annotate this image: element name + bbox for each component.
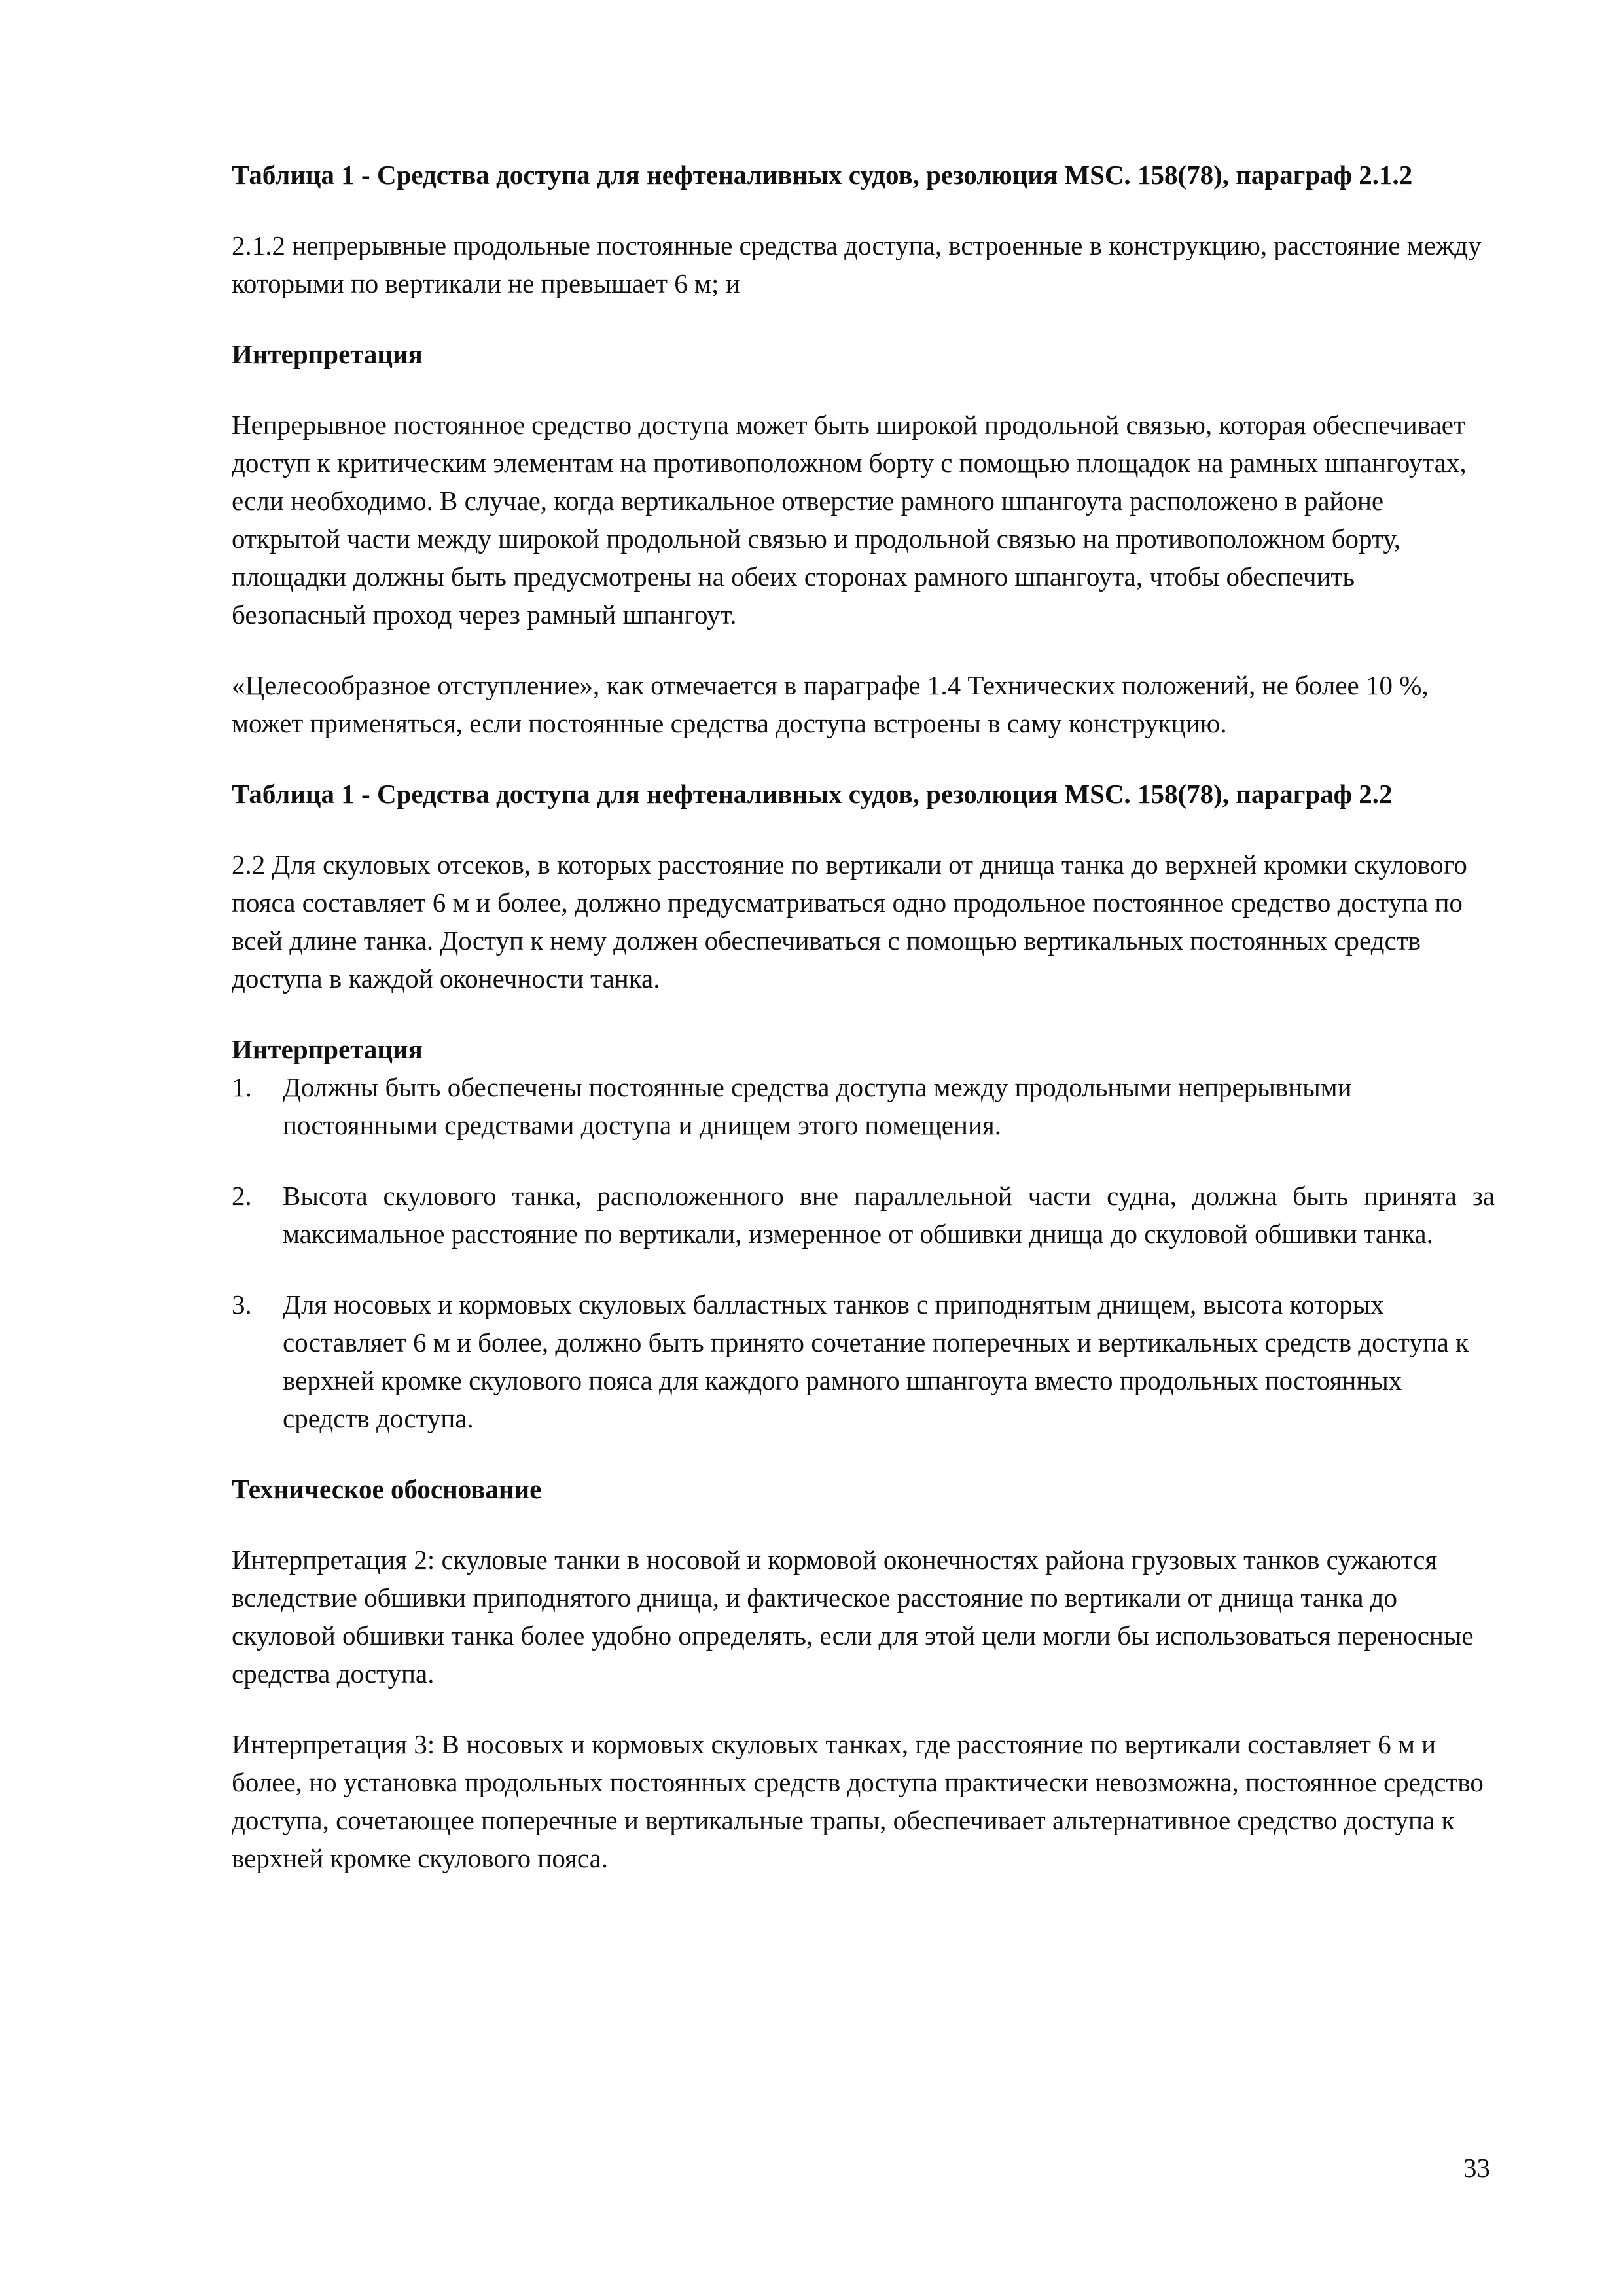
list-item-text: Высота скулового танка, расположенного вне параллельной части судна, должна быть принята за максимальное расстояние по вертикали, измеренное от обшивки днища до скуловой обшивки танка. (283, 1181, 1495, 1249)
section2-heading: Таблица 1 - Средства доступа для нефтеналивных судов, резолюция MSC. 158(78), параграф 2.2 (232, 779, 1393, 809)
list-item (232, 1285, 1495, 1437)
document-page (232, 156, 1495, 1877)
list-item-number: 3. (232, 1289, 252, 1319)
rationale-heading: Техническое обоснование (232, 1474, 542, 1504)
section1-rule-text: 2.1.2 непрерывные продольные постоянные средства доступа, встроенные в конструкцию, расстояние между которыми по вертикали не превышает 6 м; и (232, 230, 1482, 298)
list-item-text: Для носовых и кормовых скуловых балластных танков с приподнятым днищем, высота которых составляет 6 м и более, должно быть принято сочетание поперечных и вертикальных средств доступа к верхней кромке скулового пояса для каждого рамного шпангоута вместо продольных постоянных средств доступа. (283, 1289, 1469, 1433)
list-item-number: 1. (232, 1072, 252, 1102)
section1-interpretation-text: Непрерывное постоянное средство доступа может быть широкой продольной связью, которая обеспечивает доступ к критическим элементам на противоположном борту с помощью площадок на рамных шпангоутах, если необходимо. В случае, когда вертикальное отверстие рамного шпангоута расположено в районе открытой части между широкой продольной связью и продольной связью на противоположном борту, площадки должны быть предусмотрены на обеих сторонах рамного шпангоута, чтобы обеспечить безопасный проход через рамный шпангоут. (232, 410, 1467, 630)
interpretation-list (232, 1068, 1495, 1437)
list-item (232, 1177, 1495, 1253)
list-item (232, 1068, 1495, 1144)
section1-interpretation-heading: Интерпретация (232, 339, 423, 369)
section1-deviation-text: «Целесообразное отступление», как отмечается в параграфе 1.4 Технических положений, не более 10 %, может применяться, если постоянные средства доступа встроены в саму конструкцию. (232, 670, 1429, 738)
section1-heading: Таблица 1 - Средства доступа для нефтеналивных судов, резолюция MSC. 158(78), параграф 2.1.2 (232, 160, 1413, 190)
section2-interpretation-heading: Интерпретация (232, 1034, 423, 1064)
rationale-paragraph-1: Интерпретация 2: скуловые танки в носовой и кормовой оконечностях района грузовых танков сужаются вследствие обшивки приподнятого днища, и фактическое расстояние по вертикали от днища танка до скуловой обшивки танка более удобно определять, если для этой цели могли бы использоваться переносные средства доступа. (232, 1545, 1474, 1689)
page-number: 33 (1463, 2153, 1490, 2183)
section2-rule-text: 2.2 Для скуловых отсеков, в которых расстояние по вертикали от днища танка до верхней кромки скулового пояса составляет 6 м и более, должно предусматриваться одно продольное постоянное средство доступа по всей длине танка. Доступ к нему должен обеспечиваться с помощью вертикальных постоянных средств доступа в каждой оконечности танка. (232, 850, 1467, 994)
rationale-paragraph-2: Интерпретация 3: В носовых и кормовых скуловых танках, где расстояние по вертикали составляет 6 м и более, но установка продольных постоянных средств доступа практически невозможна, постоянное средство доступа, сочетающее поперечные и вертикальные трапы, обеспечивает альтернативное средство доступа к верхней кромке скулового пояса. (232, 1729, 1484, 1873)
list-item-text: Должны быть обеспечены постоянные средства доступа между продольными непрерывными постоянными средствами доступа и днищем этого помещения. (283, 1072, 1352, 1140)
list-item-number: 2. (232, 1181, 252, 1211)
